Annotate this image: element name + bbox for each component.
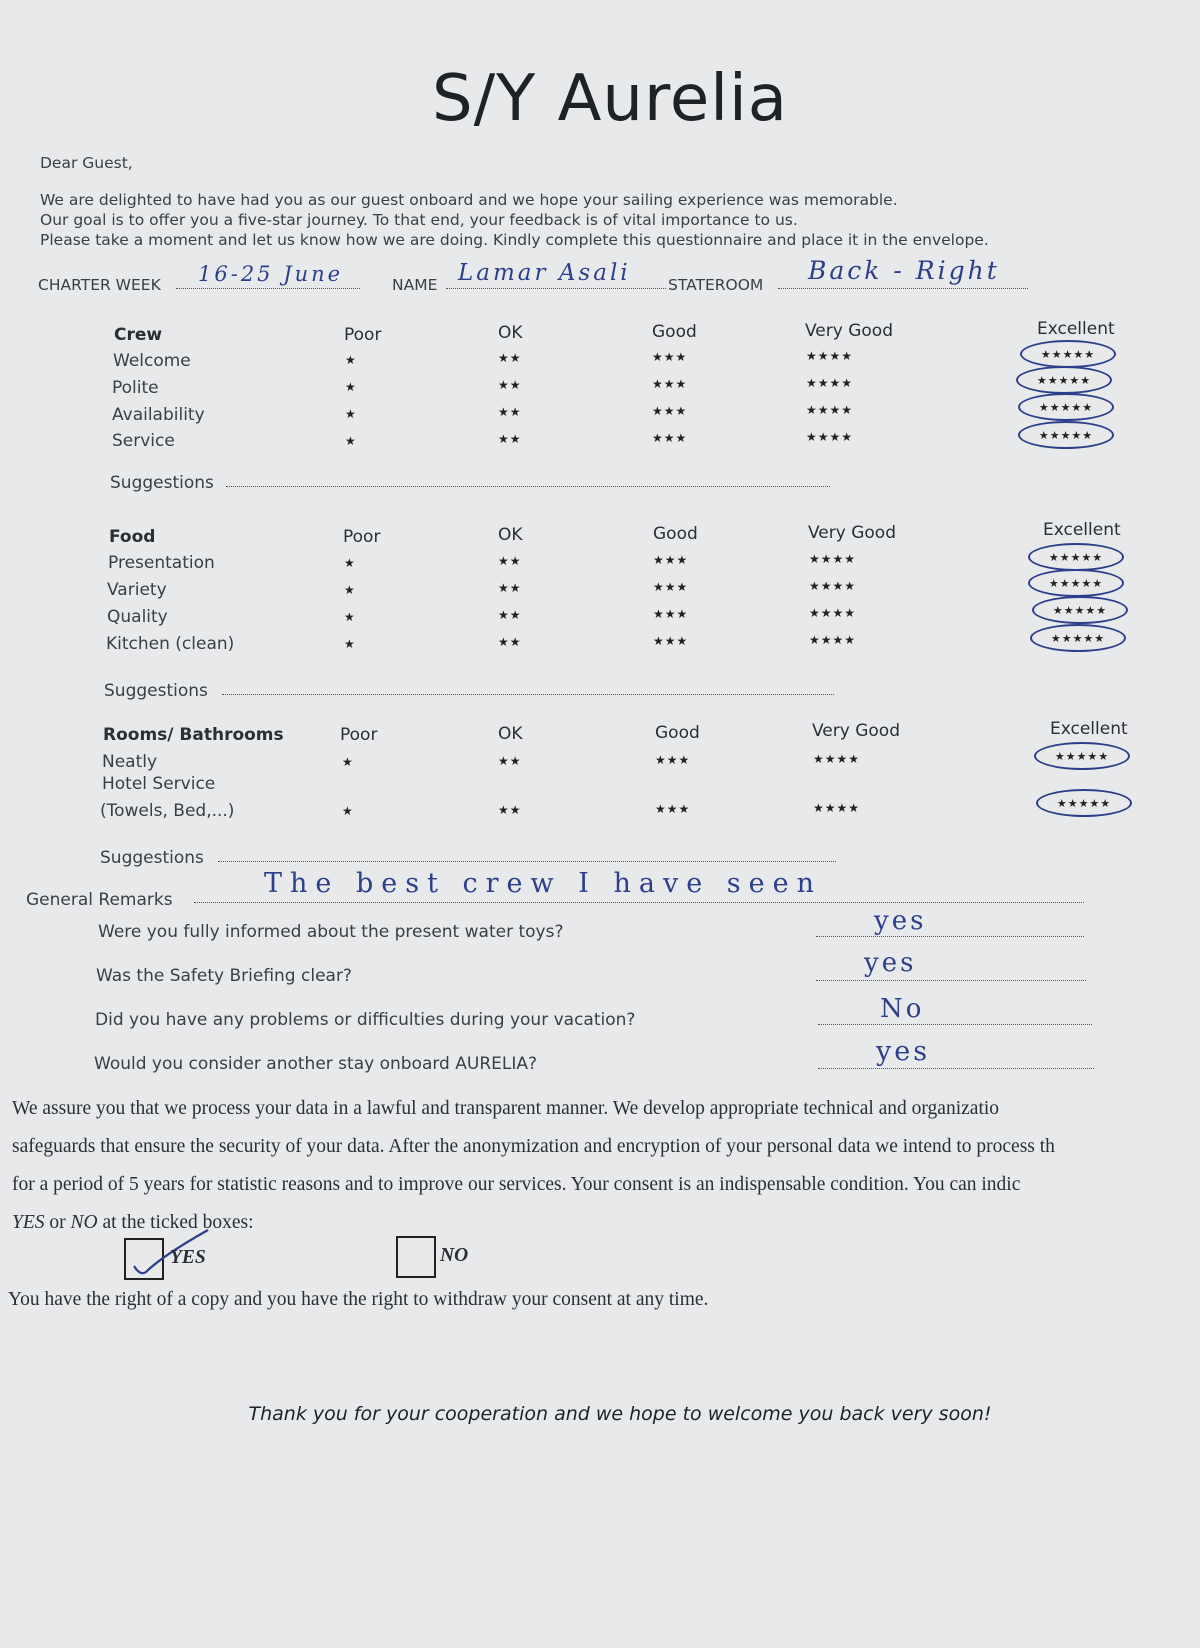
rating-item-label: Quality <box>107 607 168 627</box>
column-ok: OK <box>498 525 523 545</box>
rating-poor[interactable]: ★ <box>345 407 357 421</box>
rating-ok[interactable]: ★★ <box>498 554 522 568</box>
rating-very-good[interactable]: ★★★★ <box>813 752 861 766</box>
suggestions-field[interactable] <box>218 845 836 862</box>
rating-ok[interactable]: ★★ <box>498 754 522 768</box>
rating-ok[interactable]: ★★ <box>498 608 522 622</box>
consent-yes-label: YES <box>170 1247 206 1268</box>
rating-item-label: Polite <box>112 378 159 398</box>
suggestions-label: Suggestions <box>100 848 204 868</box>
consent-line: for a period of 5 years for statistic reasons and to improve our services. Your consent is an indispensable condition. You can indic <box>12 1174 1021 1195</box>
column-good: Good <box>655 723 700 743</box>
rating-item-label: Welcome <box>113 351 191 371</box>
consent-withdraw-text: You have the right of a copy and you have the right to withdraw your consent at any time. <box>8 1289 709 1310</box>
consent-line: We assure you that we process your data in a lawful and transparent manner. We develop appropriate technical and organizatio <box>12 1098 1000 1119</box>
rating-excellent-selected[interactable]: ★★★★★ <box>1018 421 1114 449</box>
intro-line: Please take a moment and let us know how we are doing. Kindly complete this questionnaire and place it in the envelope. <box>40 231 989 249</box>
rating-item-label: Variety <box>107 580 167 600</box>
column-excellent: Excellent <box>1037 319 1115 339</box>
question-label: Was the Safety Briefing clear? <box>96 966 352 986</box>
charter-week-label: CHARTER WEEK <box>38 276 161 294</box>
question-label: Did you have any problems or difficulties during your vacation? <box>95 1010 636 1030</box>
rating-ok[interactable]: ★★ <box>498 581 522 595</box>
rating-excellent-selected[interactable]: ★★★★★ <box>1028 569 1124 597</box>
answer-field[interactable] <box>818 1036 1094 1069</box>
rating-poor[interactable]: ★ <box>342 755 354 769</box>
consent-instruction: at the ticked boxes: <box>97 1212 254 1233</box>
column-ok: OK <box>498 724 523 744</box>
name-field[interactable] <box>446 260 666 289</box>
rating-poor[interactable]: ★ <box>344 583 356 597</box>
answer-value: yes <box>874 906 927 936</box>
rating-excellent-selected[interactable]: ★★★★★ <box>1016 366 1112 394</box>
rating-very-good[interactable]: ★★★★ <box>806 376 854 390</box>
rating-poor[interactable]: ★ <box>344 637 356 651</box>
general-remarks-value: The best crew I have seen <box>264 868 822 899</box>
consent-no-label: NO <box>440 1245 469 1266</box>
name-label: NAME <box>392 276 438 294</box>
rating-excellent-selected[interactable]: ★★★★★ <box>1018 393 1114 421</box>
name-value: Lamar Asali <box>458 260 631 286</box>
suggestions-field[interactable] <box>226 470 830 487</box>
rating-excellent-selected[interactable]: ★★★★★ <box>1036 789 1132 817</box>
question-label: Would you consider another stay onboard AURELIA? <box>94 1054 538 1074</box>
column-very-good: Very Good <box>808 523 896 543</box>
rating-very-good[interactable]: ★★★★ <box>809 633 857 647</box>
answer-value: No <box>880 994 925 1024</box>
column-poor: Poor <box>343 527 381 547</box>
rating-very-good[interactable]: ★★★★ <box>813 801 861 815</box>
rating-item-label: (Towels, Bed,...) <box>100 801 235 821</box>
column-ok: OK <box>498 323 523 343</box>
rating-good[interactable]: ★★★ <box>652 404 688 418</box>
answer-field[interactable] <box>816 906 1084 937</box>
rating-ok[interactable]: ★★ <box>498 351 522 365</box>
rating-ok[interactable]: ★★ <box>498 803 522 817</box>
rating-excellent-selected[interactable]: ★★★★★ <box>1030 624 1126 652</box>
rating-good[interactable]: ★★★ <box>652 377 688 391</box>
rating-excellent-selected[interactable]: ★★★★★ <box>1034 742 1130 770</box>
rating-item-label: Hotel Service <box>102 774 216 794</box>
rating-poor[interactable]: ★ <box>345 434 357 448</box>
rating-poor[interactable]: ★ <box>342 804 354 818</box>
thank-you-note: Thank you for your cooperation and we hope to welcome you back very soon! <box>248 1403 992 1425</box>
document-title: S/Y Aurelia <box>431 62 789 136</box>
rating-ok[interactable]: ★★ <box>498 378 522 392</box>
intro-paragraph <box>40 190 1140 250</box>
rating-very-good[interactable]: ★★★★ <box>809 606 857 620</box>
rating-excellent-selected[interactable]: ★★★★★ <box>1028 543 1124 571</box>
general-remarks-field[interactable] <box>194 868 1084 903</box>
rating-ok[interactable]: ★★ <box>498 432 522 446</box>
rating-excellent-selected[interactable]: ★★★★★ <box>1032 596 1128 624</box>
section-heading: Food <box>109 527 156 547</box>
rating-good[interactable]: ★★★ <box>655 753 691 767</box>
rating-ok[interactable]: ★★ <box>498 635 522 649</box>
suggestions-label: Suggestions <box>104 681 208 701</box>
rating-good[interactable]: ★★★ <box>653 607 689 621</box>
consent-paragraph <box>12 1090 1200 1242</box>
stateroom-label: STATEROOM <box>668 276 764 294</box>
consent-or-word: or <box>44 1212 71 1233</box>
intro-line: We are delighted to have had you as our guest onboard and we hope your sailing experience was memorable. <box>40 191 898 209</box>
suggestions-label: Suggestions <box>110 473 214 493</box>
rating-item-label: Presentation <box>108 553 215 573</box>
rating-good[interactable]: ★★★ <box>653 580 689 594</box>
rating-good[interactable]: ★★★ <box>653 634 689 648</box>
rating-ok[interactable]: ★★ <box>498 405 522 419</box>
rating-item-label: Service <box>112 431 175 451</box>
answer-value: yes <box>864 948 917 978</box>
charter-week-value: 16-25 June <box>198 262 344 286</box>
stateroom-field[interactable] <box>778 256 1028 289</box>
intro-line: Our goal is to offer you a five-star journey. To that end, your feedback is of vital importance to us. <box>40 211 798 229</box>
section-heading: Crew <box>114 325 163 345</box>
column-very-good: Very Good <box>812 721 900 741</box>
rating-excellent-selected[interactable]: ★★★★★ <box>1020 340 1116 368</box>
charter-week-field[interactable] <box>176 262 360 289</box>
column-good: Good <box>652 322 697 342</box>
rating-very-good[interactable]: ★★★★ <box>806 403 854 417</box>
rating-good[interactable]: ★★★ <box>655 802 691 816</box>
answer-value: yes <box>876 1036 931 1067</box>
stateroom-value: Back - Right <box>808 256 1000 285</box>
column-poor: Poor <box>340 725 378 745</box>
rating-very-good[interactable]: ★★★★ <box>806 349 854 363</box>
rating-poor[interactable]: ★ <box>344 556 356 570</box>
column-good: Good <box>653 524 698 544</box>
consent-yes-word: YES <box>12 1212 45 1233</box>
answer-field[interactable] <box>816 948 1086 981</box>
rating-item-label: Availability <box>112 405 205 425</box>
consent-no-word: NO <box>70 1212 98 1233</box>
rating-good[interactable]: ★★★ <box>652 431 688 445</box>
rating-very-good[interactable]: ★★★★ <box>806 430 854 444</box>
rating-poor[interactable]: ★ <box>344 610 356 624</box>
question-label: Were you fully informed about the present water toys? <box>98 922 564 942</box>
consent-line: safeguards that ensure the security of your data. After the anonymization and encryption of your personal data we intend to process th <box>12 1136 1055 1157</box>
rating-good[interactable]: ★★★ <box>653 553 689 567</box>
consent-yes-checkbox[interactable] <box>124 1238 164 1280</box>
column-excellent: Excellent <box>1050 719 1128 739</box>
suggestions-field[interactable] <box>222 678 834 695</box>
rating-item-label: Kitchen (clean) <box>106 634 235 654</box>
rating-item-label: Neatly <box>102 752 158 772</box>
general-remarks-label: General Remarks <box>26 890 173 910</box>
rating-poor[interactable]: ★ <box>345 380 357 394</box>
answer-field[interactable] <box>818 994 1092 1025</box>
section-heading: Rooms/ Bathrooms <box>103 725 284 745</box>
column-very-good: Very Good <box>805 321 893 341</box>
rating-good[interactable]: ★★★ <box>652 350 688 364</box>
greeting: Dear Guest, <box>40 154 133 172</box>
rating-very-good[interactable]: ★★★★ <box>809 579 857 593</box>
column-excellent: Excellent <box>1043 520 1121 540</box>
rating-poor[interactable]: ★ <box>345 353 357 367</box>
consent-no-checkbox[interactable] <box>396 1236 436 1278</box>
rating-very-good[interactable]: ★★★★ <box>809 552 857 566</box>
column-poor: Poor <box>344 325 382 345</box>
